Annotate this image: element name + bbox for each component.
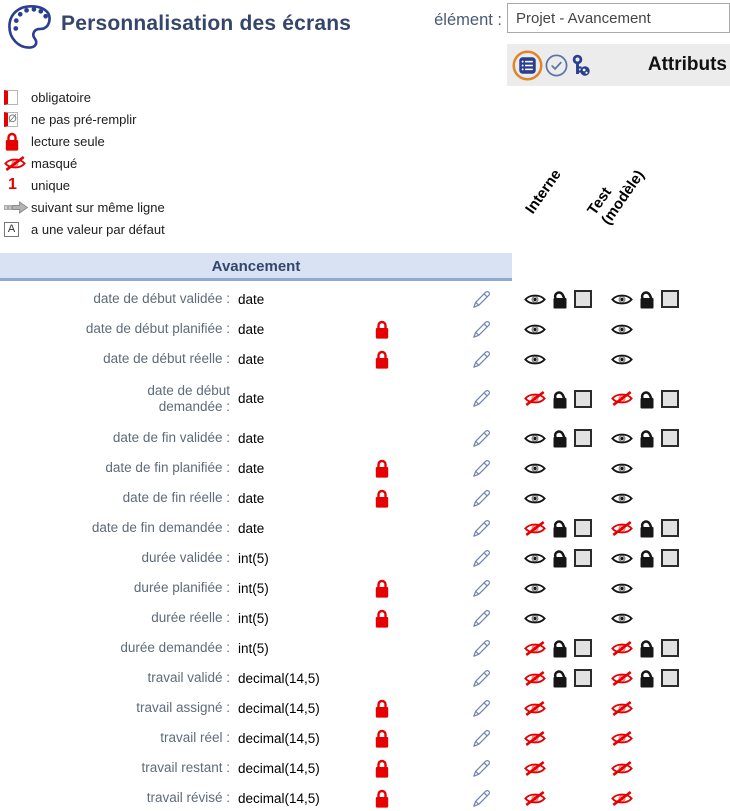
checkbox[interactable] bbox=[574, 549, 592, 567]
field-label-line: travail assigné : bbox=[136, 700, 230, 715]
table-row bbox=[0, 423, 730, 453]
edit-pencil-icon[interactable] bbox=[471, 548, 492, 569]
lock-open-icon[interactable] bbox=[639, 389, 655, 409]
lock-open-icon[interactable] bbox=[552, 548, 568, 568]
eye-slash-icon[interactable] bbox=[611, 701, 633, 716]
readonly-cell bbox=[350, 489, 414, 508]
field-label-line: date de fin validée : bbox=[112, 430, 230, 445]
state-cell-interne bbox=[512, 731, 605, 746]
field-label-line: date de début planifiée : bbox=[85, 321, 230, 336]
state-cell-interne bbox=[512, 791, 605, 806]
eye-icon[interactable] bbox=[611, 612, 633, 625]
lock-open-icon[interactable] bbox=[639, 668, 655, 688]
legend bbox=[4, 86, 165, 240]
state-cell-interne bbox=[512, 353, 605, 366]
field-label-line: date de début réelle : bbox=[103, 351, 230, 366]
state-cell-test bbox=[605, 612, 730, 625]
lock-open-icon[interactable] bbox=[552, 668, 568, 688]
field-label-line: travail validé : bbox=[147, 670, 230, 685]
edit-cell bbox=[414, 788, 512, 809]
state-cell-interne bbox=[512, 612, 605, 625]
checkbox[interactable] bbox=[574, 669, 592, 687]
field-label-line: date de début validée : bbox=[93, 291, 230, 306]
edit-pencil-icon[interactable] bbox=[471, 638, 492, 659]
edit-cell bbox=[414, 698, 512, 719]
field-label bbox=[0, 383, 230, 415]
edit-pencil-icon[interactable] bbox=[471, 578, 492, 599]
edit-cell bbox=[414, 319, 512, 340]
checkbox[interactable] bbox=[574, 519, 592, 537]
field-label bbox=[0, 610, 230, 626]
table-row bbox=[0, 483, 730, 513]
field-type: decimal(14,5) bbox=[238, 760, 320, 776]
eye-slash-icon[interactable] bbox=[524, 701, 546, 716]
required-box-icon bbox=[4, 90, 31, 105]
field-type: int(5) bbox=[238, 550, 269, 566]
state-cell-interne bbox=[512, 761, 605, 776]
field-label-line: durée planifiée : bbox=[133, 580, 230, 595]
field-label-line: travail révisé : bbox=[146, 790, 230, 805]
field-label-line: durée réelle : bbox=[151, 610, 230, 625]
legend-label: obligatoire bbox=[31, 89, 91, 105]
legend-label: ne pas pré-remplir bbox=[31, 111, 137, 127]
state-cell-test bbox=[605, 638, 730, 658]
edit-cell bbox=[414, 349, 512, 370]
table-row bbox=[0, 513, 730, 543]
checkbox[interactable] bbox=[661, 429, 679, 447]
state-cell-test bbox=[605, 492, 730, 505]
readonly-cell bbox=[350, 320, 414, 339]
readonly-cell bbox=[350, 759, 414, 778]
readonly-cell bbox=[350, 699, 414, 718]
lock-open-icon[interactable] bbox=[552, 638, 568, 658]
field-label bbox=[0, 430, 230, 446]
field-label bbox=[0, 730, 230, 746]
column-header-test-modele: Test (modèle) bbox=[584, 167, 648, 228]
edit-pencil-icon[interactable] bbox=[471, 428, 492, 449]
column-header-interne: Interne bbox=[522, 166, 565, 217]
eye-slash-icon[interactable] bbox=[611, 671, 633, 686]
state-cell-interne bbox=[512, 548, 605, 568]
state-cell-interne bbox=[512, 289, 605, 309]
readonly-cell bbox=[350, 350, 414, 369]
field-label bbox=[0, 321, 230, 337]
checkbox[interactable] bbox=[661, 519, 679, 537]
field-label-line: date de fin réelle : bbox=[122, 490, 230, 505]
lock-readonly-icon bbox=[374, 699, 390, 718]
edit-cell bbox=[414, 758, 512, 779]
field-label-line: demandée : bbox=[158, 398, 230, 414]
edit-pencil-icon[interactable] bbox=[471, 388, 492, 409]
legend-item-3 bbox=[4, 152, 165, 174]
field-type: decimal(14,5) bbox=[238, 730, 320, 746]
legend-item-5 bbox=[4, 196, 165, 218]
eye-slash-icon[interactable] bbox=[524, 641, 546, 656]
legend-label: suivant sur même ligne bbox=[31, 199, 165, 215]
field-label bbox=[0, 520, 230, 536]
lock-readonly-icon bbox=[374, 729, 390, 748]
edit-pencil-icon[interactable] bbox=[471, 788, 492, 809]
eye-slash-icon[interactable] bbox=[524, 391, 546, 406]
element-select[interactable] bbox=[507, 3, 730, 33]
eye-icon[interactable] bbox=[611, 552, 633, 565]
eye-icon[interactable] bbox=[524, 353, 546, 366]
field-label bbox=[0, 670, 230, 686]
lock-readonly-icon bbox=[374, 350, 390, 369]
legend-label: masqué bbox=[31, 155, 78, 171]
field-type: decimal(14,5) bbox=[238, 700, 320, 716]
edit-cell bbox=[414, 488, 512, 509]
legend-item-4 bbox=[4, 174, 165, 196]
state-cell-interne bbox=[512, 582, 605, 595]
legend-item-1 bbox=[4, 108, 165, 130]
state-cell-test bbox=[605, 791, 730, 806]
field-type: date bbox=[238, 520, 265, 536]
eye-icon[interactable] bbox=[524, 462, 546, 475]
table-rows bbox=[0, 284, 730, 811]
eye-icon[interactable] bbox=[611, 323, 633, 336]
lock-open-icon[interactable] bbox=[639, 638, 655, 658]
lock-open-icon[interactable] bbox=[552, 289, 568, 309]
field-label bbox=[0, 550, 230, 566]
state-cell-interne bbox=[512, 323, 605, 336]
lock-readonly-icon bbox=[374, 609, 390, 628]
lock-open-icon[interactable] bbox=[552, 428, 568, 448]
eye-icon[interactable] bbox=[524, 492, 546, 505]
readonly-cell bbox=[350, 579, 414, 598]
edit-pencil-icon[interactable] bbox=[471, 488, 492, 509]
state-cell-interne bbox=[512, 701, 605, 716]
field-label bbox=[0, 351, 230, 367]
eye-icon[interactable] bbox=[524, 293, 546, 306]
field-label-line: durée validée : bbox=[141, 550, 230, 565]
field-type: date bbox=[238, 351, 265, 367]
checkbox[interactable] bbox=[661, 549, 679, 567]
edit-pencil-icon[interactable] bbox=[471, 518, 492, 539]
edit-cell bbox=[414, 668, 512, 689]
state-cell-test bbox=[605, 353, 730, 366]
state-cell-interne bbox=[512, 492, 605, 505]
digit-one-icon: 1 bbox=[8, 176, 17, 193]
lock-readonly-icon bbox=[374, 579, 390, 598]
state-cell-interne bbox=[512, 518, 605, 538]
readonly-cell bbox=[350, 729, 414, 748]
no-prefill-icon: Ø bbox=[4, 112, 31, 127]
edit-cell bbox=[414, 518, 512, 539]
lock-readonly-icon bbox=[374, 489, 390, 508]
state-cell-test bbox=[605, 462, 730, 475]
lock-readonly-icon bbox=[374, 759, 390, 778]
state-cell-test bbox=[605, 518, 730, 538]
readonly-cell bbox=[350, 459, 414, 478]
page-title: Personnalisation des écrans bbox=[61, 12, 352, 35]
toolbar bbox=[507, 44, 730, 86]
eye-icon[interactable] bbox=[611, 462, 633, 475]
legend-label: a une valeur par défaut bbox=[31, 221, 165, 237]
eye-icon[interactable] bbox=[524, 552, 546, 565]
field-label-line: date de fin demandée : bbox=[91, 520, 230, 535]
edit-pencil-icon[interactable] bbox=[471, 758, 492, 779]
arrow-same-line-icon bbox=[4, 201, 31, 214]
state-cell-test bbox=[605, 668, 730, 688]
checkbox[interactable] bbox=[574, 429, 592, 447]
table-row bbox=[0, 453, 730, 483]
field-type: decimal(14,5) bbox=[238, 790, 320, 806]
edit-pencil-icon[interactable] bbox=[471, 458, 492, 479]
legend-label: lecture seule bbox=[31, 133, 105, 149]
key-icon[interactable] bbox=[570, 54, 591, 77]
state-cell-interne bbox=[512, 668, 605, 688]
eye-icon[interactable] bbox=[524, 432, 546, 445]
edit-pencil-icon[interactable] bbox=[471, 289, 492, 310]
eye-slash-icon bbox=[4, 156, 31, 171]
field-label bbox=[0, 790, 230, 806]
legend-item-6 bbox=[4, 218, 165, 240]
edit-pencil-icon[interactable] bbox=[471, 349, 492, 370]
field-type: date bbox=[238, 391, 265, 406]
field-label bbox=[0, 580, 230, 596]
state-cell-test bbox=[605, 289, 730, 309]
lock-readonly-icon bbox=[374, 459, 390, 478]
state-cell-test bbox=[605, 323, 730, 336]
legend-item-0 bbox=[4, 86, 165, 108]
lock-open-icon[interactable] bbox=[552, 389, 568, 409]
edit-pencil-icon[interactable] bbox=[471, 698, 492, 719]
eye-icon[interactable] bbox=[524, 582, 546, 595]
edit-cell bbox=[414, 428, 512, 449]
state-cell-test bbox=[605, 428, 730, 448]
edit-pencil-icon[interactable] bbox=[471, 728, 492, 749]
checkbox[interactable] bbox=[574, 290, 592, 308]
state-cell-interne bbox=[512, 462, 605, 475]
edit-cell bbox=[414, 728, 512, 749]
section-header-avancement: Avancement bbox=[0, 253, 512, 281]
state-cell-test bbox=[605, 761, 730, 776]
lock-readonly-icon bbox=[4, 132, 31, 151]
table-row bbox=[0, 284, 730, 314]
edit-cell bbox=[414, 289, 512, 310]
edit-pencil-icon[interactable] bbox=[471, 319, 492, 340]
edit-cell bbox=[414, 608, 512, 629]
field-type: date bbox=[238, 490, 265, 506]
eye-slash-icon[interactable] bbox=[611, 391, 633, 406]
checkbox[interactable] bbox=[661, 290, 679, 308]
checkbox[interactable] bbox=[661, 390, 679, 408]
legend-label: unique bbox=[31, 177, 71, 193]
state-cell-test bbox=[605, 389, 730, 409]
field-label-line: travail restant : bbox=[141, 760, 230, 775]
field-label-line: travail réel : bbox=[160, 730, 230, 745]
edit-pencil-icon[interactable] bbox=[471, 668, 492, 689]
lock-open-icon[interactable] bbox=[552, 518, 568, 538]
field-label-line: date de début bbox=[147, 382, 230, 398]
table-row bbox=[0, 603, 730, 633]
lock-readonly-icon bbox=[374, 789, 390, 808]
state-cell-interne bbox=[512, 638, 605, 658]
eye-slash-icon[interactable] bbox=[524, 761, 546, 776]
table-row bbox=[0, 314, 730, 344]
table-row bbox=[0, 633, 730, 663]
table-row bbox=[0, 344, 730, 374]
field-type: decimal(14,5) bbox=[238, 670, 320, 686]
field-label bbox=[0, 291, 230, 307]
table-row bbox=[0, 543, 730, 573]
state-cell-test bbox=[605, 731, 730, 746]
attributes-tab-label: Attributs bbox=[647, 54, 727, 75]
lock-open-icon[interactable] bbox=[639, 289, 655, 309]
eye-slash-icon[interactable] bbox=[611, 641, 633, 656]
checkbox[interactable] bbox=[661, 639, 679, 657]
list-view-icon[interactable] bbox=[512, 50, 543, 81]
eye-slash-icon[interactable] bbox=[524, 731, 546, 746]
eye-slash-icon[interactable] bbox=[611, 731, 633, 746]
lock-readonly-icon bbox=[374, 320, 390, 339]
field-type: int(5) bbox=[238, 580, 269, 596]
table-row bbox=[0, 753, 730, 783]
eye-icon[interactable] bbox=[524, 323, 546, 336]
eye-slash-icon[interactable] bbox=[611, 791, 633, 806]
field-label bbox=[0, 460, 230, 476]
eye-slash-icon[interactable] bbox=[611, 761, 633, 776]
eye-icon[interactable] bbox=[611, 432, 633, 445]
eye-icon[interactable] bbox=[611, 492, 633, 505]
eye-icon[interactable] bbox=[611, 293, 633, 306]
edit-cell bbox=[414, 578, 512, 599]
eye-slash-icon[interactable] bbox=[524, 521, 546, 536]
table-row bbox=[0, 374, 730, 423]
state-cell-interne bbox=[512, 389, 605, 409]
eye-icon[interactable] bbox=[611, 582, 633, 595]
check-circle-icon[interactable] bbox=[544, 53, 569, 78]
default-value-icon: A bbox=[4, 222, 31, 237]
field-type: date bbox=[238, 460, 265, 476]
state-cell-interne bbox=[512, 428, 605, 448]
eye-icon[interactable] bbox=[611, 353, 633, 366]
state-cell-test bbox=[605, 548, 730, 568]
state-cell-test bbox=[605, 701, 730, 716]
field-label bbox=[0, 640, 230, 656]
edit-cell bbox=[414, 548, 512, 569]
edit-cell bbox=[414, 458, 512, 479]
table-row bbox=[0, 663, 730, 693]
eye-slash-icon[interactable] bbox=[611, 521, 633, 536]
lock-open-icon[interactable] bbox=[639, 518, 655, 538]
legend-item-2 bbox=[4, 130, 165, 152]
field-type: date bbox=[238, 291, 265, 307]
table-row bbox=[0, 573, 730, 603]
readonly-cell bbox=[350, 609, 414, 628]
checkbox[interactable] bbox=[574, 390, 592, 408]
palette-icon bbox=[6, 3, 53, 55]
table-row bbox=[0, 723, 730, 753]
field-type: int(5) bbox=[238, 640, 269, 656]
field-type: date bbox=[238, 321, 265, 337]
lock-open-icon[interactable] bbox=[639, 548, 655, 568]
field-label bbox=[0, 700, 230, 716]
field-label-line: date de fin planifiée : bbox=[105, 460, 230, 475]
field-label-line: durée demandée : bbox=[120, 640, 230, 655]
field-type: int(5) bbox=[238, 610, 269, 626]
checkbox[interactable] bbox=[661, 669, 679, 687]
edit-cell bbox=[414, 388, 512, 409]
field-label bbox=[0, 760, 230, 776]
eye-slash-icon[interactable] bbox=[524, 791, 546, 806]
field-type: date bbox=[238, 430, 265, 446]
eye-slash-icon[interactable] bbox=[524, 671, 546, 686]
eye-icon[interactable] bbox=[524, 612, 546, 625]
lock-open-icon[interactable] bbox=[639, 428, 655, 448]
table-row bbox=[0, 783, 730, 811]
checkbox[interactable] bbox=[574, 639, 592, 657]
edit-pencil-icon[interactable] bbox=[471, 608, 492, 629]
table-row bbox=[0, 693, 730, 723]
state-cell-test bbox=[605, 582, 730, 595]
readonly-cell bbox=[350, 789, 414, 808]
edit-cell bbox=[414, 638, 512, 659]
element-label: élément : bbox=[434, 11, 502, 29]
field-label bbox=[0, 490, 230, 506]
